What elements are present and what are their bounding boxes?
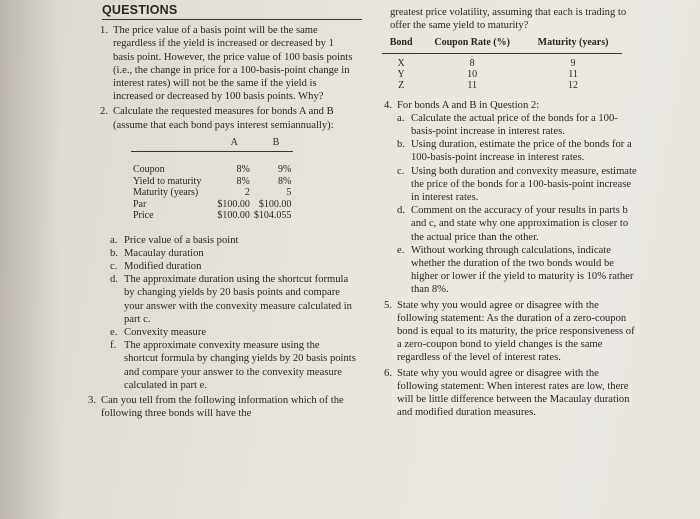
table-cell: Y bbox=[397, 68, 405, 80]
table-row bbox=[382, 80, 622, 91]
item-text: Price value of a basis point bbox=[124, 234, 239, 246]
table-header-row bbox=[131, 136, 293, 152]
question-body bbox=[113, 105, 356, 227]
table-header: Maturity (years) bbox=[524, 34, 622, 53]
right-column bbox=[372, 6, 640, 419]
item-label: e. bbox=[397, 244, 405, 256]
table-cell: 5 bbox=[286, 187, 292, 199]
question-4 bbox=[372, 99, 640, 297]
page-shadow bbox=[0, 0, 60, 519]
item-label: f. bbox=[110, 340, 117, 352]
question-number: 2. bbox=[100, 106, 108, 118]
item-label: d. bbox=[397, 205, 405, 217]
question-text: State why you would agree or disagree with the following statement: When interest rates are low, there will be little difference between the Macaulay duration and modified duration measures. bbox=[397, 367, 630, 419]
list-item bbox=[110, 326, 356, 339]
question-text: Can you tell from the following information which of the following three bonds will have the bbox=[101, 394, 344, 420]
table-cell: $100.00 bbox=[217, 198, 250, 210]
table-cell: 8 bbox=[469, 57, 475, 69]
question-text: For bonds A and B in Question 2: bbox=[397, 99, 540, 111]
item-text: Comment on the accuracy of your results in parts b and c, and state why one approximation is closer to the actual price than the other. bbox=[411, 205, 629, 243]
question-2-items bbox=[110, 234, 356, 392]
question-5 bbox=[372, 299, 640, 365]
table-row bbox=[131, 199, 293, 211]
list-item bbox=[110, 234, 356, 247]
table-header: A bbox=[230, 136, 238, 148]
item-text: The approximate convexity measure using the shortcut formula by changing yields by 20 basis points and compare your answer to the convexity measure calculated in part e. bbox=[124, 340, 356, 391]
table-row bbox=[131, 187, 293, 199]
table-cell: 8% bbox=[236, 164, 250, 176]
table-header: Coupon Rate (%) bbox=[420, 34, 524, 53]
table-cell: X bbox=[397, 57, 405, 69]
question-6 bbox=[372, 367, 640, 420]
table-row bbox=[131, 210, 293, 222]
question-number: 4. bbox=[384, 99, 392, 111]
list-item bbox=[397, 244, 640, 297]
table-cell: 8% bbox=[236, 175, 250, 187]
item-label: a. bbox=[397, 112, 405, 124]
bonds-xyz-table bbox=[382, 34, 622, 90]
table-cell: Par bbox=[133, 198, 147, 210]
item-text: Macaulay duration bbox=[124, 247, 204, 259]
table-header-row bbox=[382, 34, 622, 53]
list-item bbox=[397, 204, 640, 244]
question-text: State why you would agree or disagree with the following statement: As the duration of a zero-coupon bond is equal to its maturity, the price responsiveness of a zero-coupon bond to yield changes is the same regardless of the level of interest rates. bbox=[397, 299, 635, 364]
list-item bbox=[110, 273, 356, 326]
table-cell: Z bbox=[398, 79, 405, 91]
question-text: The price value of a basis point will be the same regardless if the yield is increased or decreased by 1 basis point. However, the price value of 100 basis points (i.e., the change in price for a 100-basis-point change in interest rates) will not be the same if the yield is increased or decreased by 100 basis points. Why? bbox=[113, 25, 353, 103]
table-cell: 2 bbox=[244, 187, 250, 199]
item-label: e. bbox=[110, 326, 118, 338]
list-item bbox=[110, 247, 356, 260]
table-header: B bbox=[272, 136, 280, 148]
list-item bbox=[397, 165, 640, 205]
list-item bbox=[397, 112, 640, 138]
item-label: a. bbox=[110, 234, 118, 246]
table-cell: 9 bbox=[570, 57, 576, 69]
table-cell: $104.055 bbox=[253, 210, 292, 222]
item-label: b. bbox=[397, 139, 405, 151]
item-text: Convexity measure bbox=[124, 326, 207, 338]
question-3-continued: greatest price volatility, assuming that each is trading to offer the same yield to maturity? bbox=[390, 7, 627, 32]
table-row bbox=[131, 176, 293, 188]
question-number: 5. bbox=[384, 299, 392, 311]
list-item bbox=[397, 138, 640, 164]
item-text: Using duration, estimate the price of the bonds for a 100-basis-point increase in interest rates. bbox=[411, 139, 632, 164]
item-label: c. bbox=[397, 165, 405, 177]
item-text: Calculate the actual price of the bonds for a 100-basis-point increase in interest rates. bbox=[411, 112, 618, 138]
table-cell: $100.00 bbox=[217, 210, 250, 222]
question-1 bbox=[88, 24, 356, 103]
item-text: Using both duration and convexity measure, estimate the price of the bonds for a 100-basis-point increase in interest rates. bbox=[411, 165, 637, 204]
item-label: b. bbox=[110, 247, 118, 259]
question-2 bbox=[88, 105, 356, 227]
item-label: d. bbox=[110, 274, 118, 286]
table-cell: 12 bbox=[568, 79, 579, 91]
question-3 bbox=[76, 394, 356, 420]
table-cell: Maturity (years) bbox=[133, 187, 199, 199]
question-number: 6. bbox=[384, 367, 392, 379]
questions-heading: QUESTIONS bbox=[102, 4, 362, 20]
table-row bbox=[131, 152, 293, 176]
table-row bbox=[382, 53, 622, 69]
question-number: 1. bbox=[100, 25, 108, 37]
list-item bbox=[110, 339, 356, 392]
table-cell: 10 bbox=[467, 68, 478, 80]
table-cell: $100.00 bbox=[258, 198, 292, 210]
item-text: Without working through calculations, indicate whether the duration of the two bonds would be higher or lower if the yield to maturity is 10% rather than 8%. bbox=[411, 244, 634, 296]
bonds-ab-table bbox=[131, 136, 293, 222]
item-label: c. bbox=[110, 260, 118, 272]
question-body bbox=[397, 99, 640, 297]
list-item bbox=[110, 260, 356, 273]
table-cell: 11 bbox=[568, 68, 578, 80]
question-number: 3. bbox=[88, 394, 96, 406]
table-header: Bond bbox=[382, 34, 420, 53]
table-cell: Yield to maturity bbox=[133, 175, 202, 187]
table-header bbox=[131, 136, 215, 152]
table-cell: Price bbox=[133, 210, 154, 222]
question-text: Calculate the requested measures for bonds A and B (assume that each bond pays interest semiannually): bbox=[113, 106, 334, 131]
table-cell: 9% bbox=[277, 164, 292, 176]
left-column bbox=[88, 4, 356, 420]
table-cell: Coupon bbox=[133, 164, 165, 176]
table-row bbox=[382, 69, 622, 80]
table-cell: 11 bbox=[467, 79, 477, 91]
item-text: Modified duration bbox=[124, 260, 202, 272]
table-cell: 8% bbox=[277, 175, 292, 187]
item-text: The approximate duration using the shortcut formula by changing yields by 20 basis points and compare your answer with the convexity measure calculated in part c. bbox=[124, 274, 352, 325]
